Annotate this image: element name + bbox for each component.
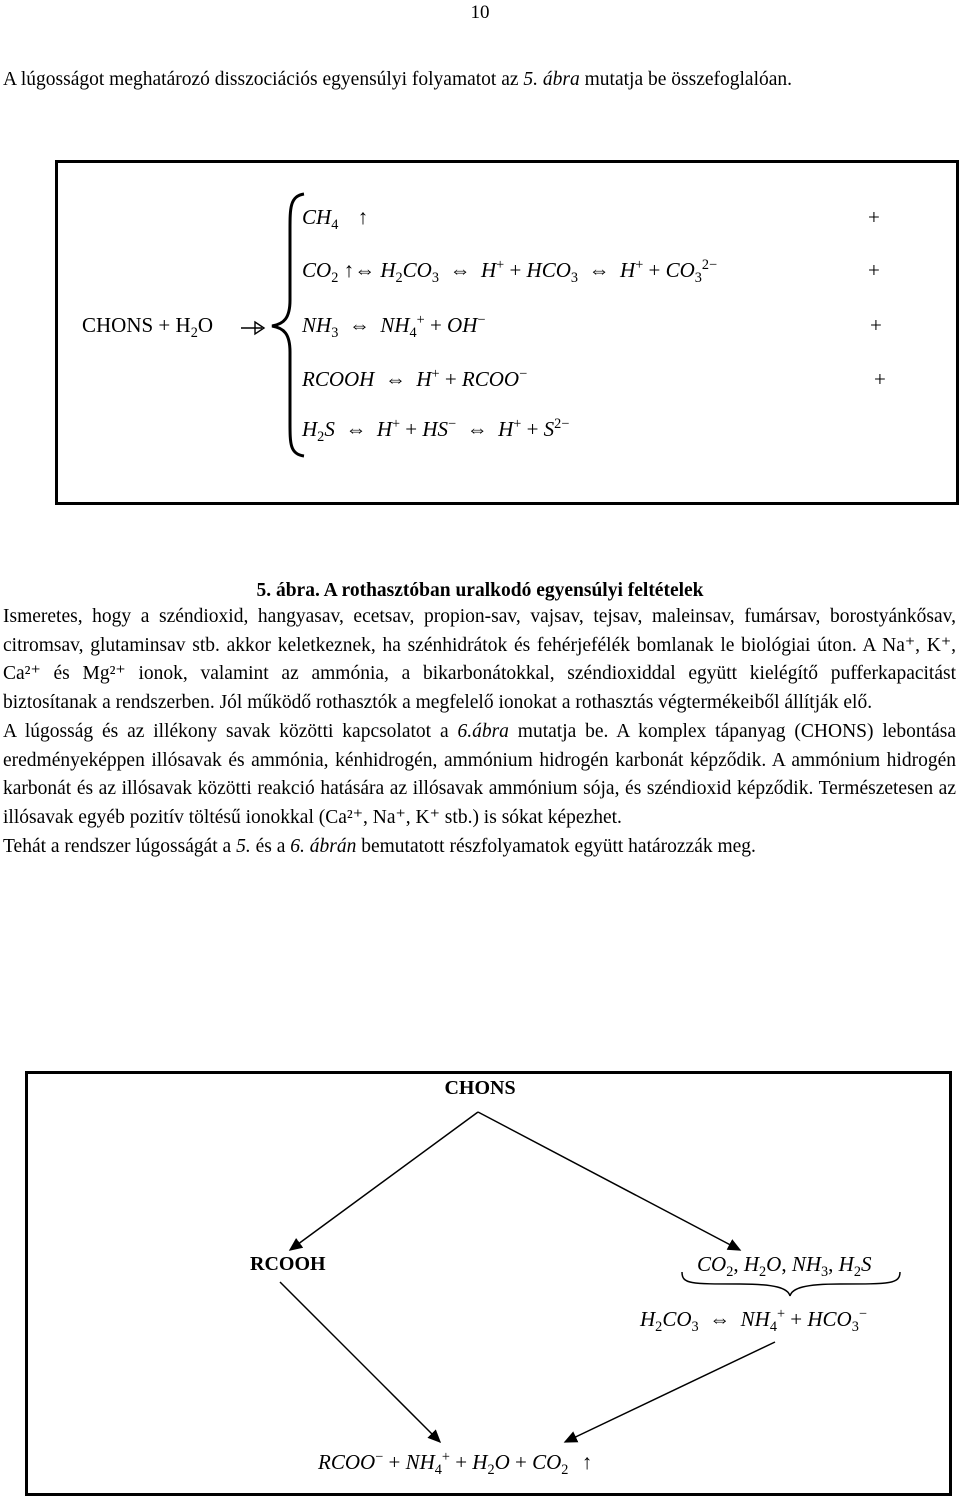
figure-5-line-ammonia: $NH_3$ ⇔ $NH_4^+ + OH^-$ xyxy=(302,312,486,342)
body-paragraph-1: Ismeretes, hogy a széndioxid, hangyasav, ecetsav, propion-sav, vajsav, tejsav, maleinsav, fumársav, borostyánkősav, citromsav, glutaminsav stb. akkor keletkeznek, ha szénhidrátok és fehérjefélék bomlanak le biológiai úton. A Na⁺, K⁺, Ca²⁺ és Mg²⁺ ionok, valamint az ammónia, a bikarbonátokkal, széndioxiddal együtt kielégítő pufferkapacitást biztosítanak a rendszerben. Jól működő rothasztók a megfelelő ionokat a rothasztás végtermékeiből állítják elő. xyxy=(3,606,956,714)
node-products: $CO_2$, $H_2O$, $NH_3$, $H_2S$ xyxy=(697,1252,872,1281)
arrow-to-rcooh xyxy=(290,1112,478,1250)
body-text-run: bemutatott részfolyamatok együtt határozzák meg. xyxy=(356,835,756,857)
arrow-to-products xyxy=(478,1112,740,1250)
plus-sign: + xyxy=(868,258,880,282)
plus-sign: + xyxy=(868,205,880,229)
node-rcooh: RCOOH xyxy=(250,1253,326,1275)
figure-5-ref: 5. xyxy=(236,835,251,857)
plus-sign: + xyxy=(870,313,882,337)
node-bicarbonate: $H_2CO_3$ ⇔ $NH_4^+ + HCO_3^-$ xyxy=(640,1306,867,1336)
intro-text-end: mutatja be összefoglalóan. xyxy=(579,69,793,90)
page-number: 10 xyxy=(470,2,490,23)
plus-sign: + xyxy=(874,367,886,391)
body-text-run: mutatja be. A komplex tápanyag (CHONS) lebontása eredményeképpen illósavak és ammónia, kénhidrogén, ammónium hidrogén karbonát képződik. A ammónium hidrogén karbonát és az illósavak közötti reakció hatására az illósavak ammónium sója, és széndioxid képződik. Természetesen az illósavak egyéb pozitív töltésű ionokkal (Ca²⁺, Na⁺, K⁺ stb.) is sókat képezhet. xyxy=(3,720,956,828)
intro-figure-ref: 5. ábra xyxy=(523,69,580,90)
figure-5-line-carbonate: $CO_2$ ↑⇔ $H_2CO_3$ ⇔ $H^+ + HCO_3$ ⇔ $H^+ + CO_3^{2-}$ xyxy=(302,257,718,287)
figure-5-line-methane: $CH_4$ ↑ xyxy=(302,205,369,234)
arrow-rcooh-to-salt xyxy=(280,1282,440,1442)
figure-5-line-acid: RCOOH ⇔ H+ + RCOO− xyxy=(302,366,528,391)
figure-5-reactant: CHONS + $H_2O$ xyxy=(82,313,214,342)
node-ammonium-salt: RCOO− + $NH_4^+ + H_2O + CO_2$ ↑ xyxy=(318,1449,593,1479)
body-text-run: Tehát a rendszer lúgosságát a xyxy=(3,835,237,857)
arrow-bicarbonate-to-salt xyxy=(565,1342,775,1442)
figure-6-ref: 6. ábrán xyxy=(290,835,357,857)
node-chons: CHONS xyxy=(444,1077,516,1099)
body-text-run: A lúgosság és az illékony savak közötti kapcsolatot a xyxy=(3,720,458,742)
body-text-run: és a xyxy=(250,835,291,857)
intro-text: A lúgosságot meghatározó disszociációs egyensúlyi folyamatot az xyxy=(3,69,524,90)
figure-6-ref: 6.ábra xyxy=(457,720,509,742)
figure-5-line-sulfide: $H_2S$ ⇔ H+ + HS− ⇔ $H^+ + S^{2-}$ xyxy=(302,416,570,446)
caption-title: A rothasztóban uralkodó egyensúlyi feltételek xyxy=(323,580,704,601)
caption-number: 5. ábra. xyxy=(256,580,320,601)
